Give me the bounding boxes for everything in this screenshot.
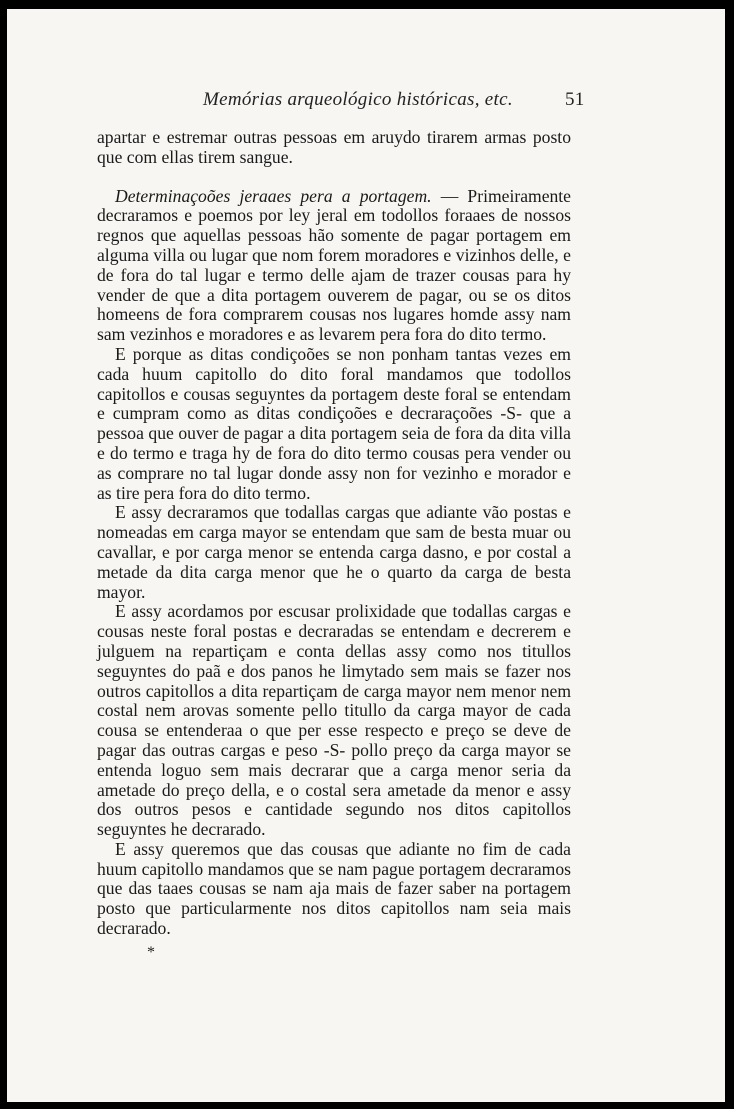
running-title: Memórias arqueológico históricas, etc. <box>203 89 513 110</box>
page-number: 51 <box>565 89 585 110</box>
paragraph-condicoes: E porque as ditas condiçoões se non ponham tantas vezes em cada huum capitollo do dito foral mandamos que todollos capitollos e cousas seguyntes da portagem deste foral se entendam e cumpram como as ditas condiçoões e decraraçoões -S- que a pessoa que ouver de pagar a dita portagem seia de fora da dita villa e do termo e traga hy de fora do dito termo cousas pera vender ou as comprare no tal lugar donde assy non for vezinho e morador e as tire pera fora do dito termo. <box>97 343 571 503</box>
paragraph-text: — Primeiramente decraramos e poemos por ley jeral em todollos foraaes de nossos regnos que aquellas pessoas hão somente de pagar portagem em alguma villa ou lugar que nom forem moradores e vizinhos delle, e de fora do tal lugar e termo delle ajam de trazer cousas para hy vender de que a dita portagem ouverem de pagar, ou se os ditos homeens de fora comprarem cousas nos lugares homde assy nam sam vezinhos e moradores e as levarem pera fora do dito termo. <box>97 185 571 345</box>
section-title: Determinaçoões jeraaes pera a portagem. <box>115 185 432 206</box>
running-header <box>203 89 603 111</box>
paragraph-portagem: E assy queremos que das cousas que adiante no fim de cada huum capitollo mandamos que se nam pague portagem decraramos que das taaes cousas se nam aja mais de fazer saber na portagem posto que particularmente nos ditos capitollos nam seia mais decrarado. <box>97 838 571 939</box>
paragraph-cargas: E assy decraramos que todallas cargas que adiante vão postas e nomeadas em carga mayor se entendam que sam de besta muar ou cavallar, e por carga menor se entenda carga dasno, e por costal a metade da dita carga menor que he o quarto da carga de besta mayor. <box>97 502 571 602</box>
paragraph-prolixidade: E assy acordamos por escusar prolixidade que todallas cargas e cousas neste foral postas e decraradas se entendam e decrerem e julguem na repartiçam e conta dellas assy como nos titullos seguyntes do paã e dos panos he limytado sem mais se fazer nos outros capitollos a dita repartiçam de carga mayor nem menor nem costal nem arovas somente pello titullo da carga mayor de cada cousa se entenderaa o que per esse respecto e preço se deve de pagar das outras cargas e peso -S- pollo preço da carga mayor se entenda loguo sem mais decrarar que a carga menor seria da ametade do preço della, e o costal sera ametade da menor e assy dos outros pesos e cantidade segundo nos ditos capitollos seguyntes he decrarado. <box>97 601 571 840</box>
footer-mark: * <box>147 944 155 961</box>
paragraph-determinacoes <box>97 187 571 345</box>
body-text <box>97 128 571 939</box>
paragraph-continuation: apartar e estremar outras pessoas em aruydo tirarem armas posto que com ellas tirem sangue. <box>97 127 571 167</box>
